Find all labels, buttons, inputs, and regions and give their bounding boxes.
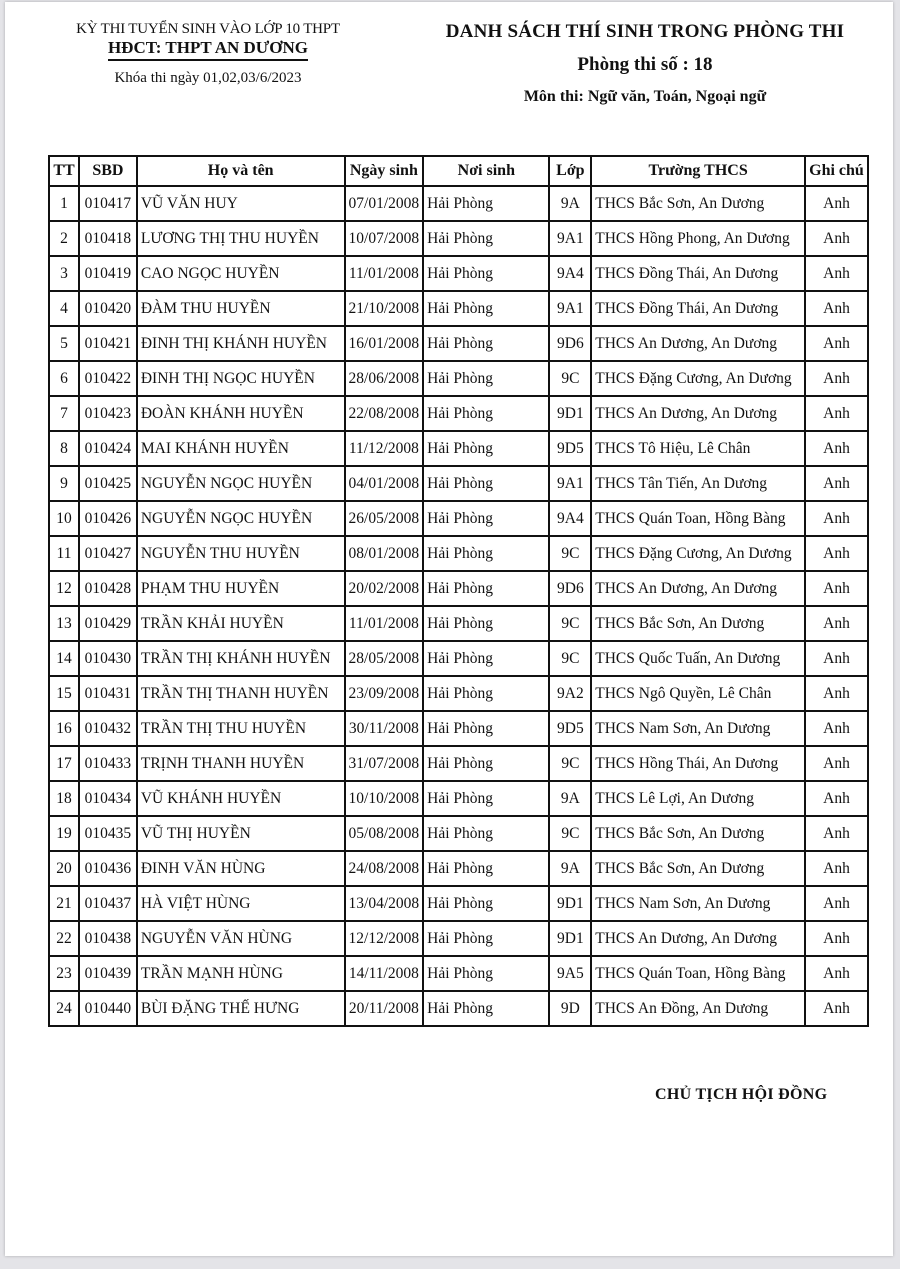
cell-tt: 16 (49, 711, 79, 746)
cell-birth-date: 20/02/2008 (345, 571, 424, 606)
document-title: DANH SÁCH THÍ SINH TRONG PHÒNG THI (445, 21, 845, 42)
cell-full-name: TRỊNH THANH HUYỀN (137, 746, 345, 781)
cell-birth-place: Hải Phòng (423, 851, 549, 886)
cell-birth-date: 31/07/2008 (345, 746, 424, 781)
cell-sbd: 010438 (79, 921, 137, 956)
cell-sbd: 010435 (79, 816, 137, 851)
table-row (49, 711, 868, 746)
column-header-birth-place: Nơi sinh (423, 156, 549, 186)
cell-note: Anh (805, 466, 868, 501)
cell-birth-place: Hải Phòng (423, 991, 549, 1026)
cell-class: 9C (549, 816, 591, 851)
cell-tt: 20 (49, 851, 79, 886)
cell-full-name: MAI KHÁNH HUYỀN (137, 431, 345, 466)
table-row (49, 536, 868, 571)
cell-note: Anh (805, 606, 868, 641)
cell-birth-date: 24/08/2008 (345, 851, 424, 886)
cell-full-name: NGUYỄN THU HUYỀN (137, 536, 345, 571)
cell-full-name: HÀ VIỆT HÙNG (137, 886, 345, 921)
cell-birth-date: 08/01/2008 (345, 536, 424, 571)
cell-note: Anh (805, 361, 868, 396)
cell-class: 9A4 (549, 501, 591, 536)
table-row (49, 746, 868, 781)
cell-birth-place: Hải Phòng (423, 501, 549, 536)
cell-sbd: 010433 (79, 746, 137, 781)
cell-birth-date: 28/06/2008 (345, 361, 424, 396)
cell-class: 9A (549, 186, 591, 221)
cell-class: 9A (549, 851, 591, 886)
cell-birth-date: 26/05/2008 (345, 501, 424, 536)
cell-school: THCS Đặng Cương, An Dương (591, 361, 805, 396)
cell-class: 9D5 (549, 711, 591, 746)
cell-class: 9C (549, 536, 591, 571)
cell-full-name: TRẦN KHẢI HUYỀN (137, 606, 345, 641)
cell-tt: 15 (49, 676, 79, 711)
cell-tt: 6 (49, 361, 79, 396)
cell-birth-place: Hải Phòng (423, 186, 549, 221)
cell-birth-date: 11/01/2008 (345, 256, 424, 291)
cell-note: Anh (805, 676, 868, 711)
column-header-tt: TT (49, 156, 79, 186)
cell-class: 9A (549, 781, 591, 816)
cell-tt: 3 (49, 256, 79, 291)
cell-class: 9D1 (549, 396, 591, 431)
table-row (49, 186, 868, 221)
cell-sbd: 010417 (79, 186, 137, 221)
signature-title: CHỦ TỊCH HỘI ĐỒNG (655, 1086, 828, 1103)
cell-birth-place: Hải Phòng (423, 746, 549, 781)
cell-note: Anh (805, 221, 868, 256)
cell-birth-date: 10/07/2008 (345, 221, 424, 256)
cell-birth-place: Hải Phòng (423, 291, 549, 326)
table-row (49, 676, 868, 711)
cell-birth-date: 22/08/2008 (345, 396, 424, 431)
cell-class: 9D1 (549, 886, 591, 921)
cell-school: THCS Quốc Tuấn, An Dương (591, 641, 805, 676)
cell-tt: 12 (49, 571, 79, 606)
cell-tt: 14 (49, 641, 79, 676)
cell-class: 9A1 (549, 466, 591, 501)
column-header-school: Trường THCS (591, 156, 805, 186)
cell-note: Anh (805, 641, 868, 676)
cell-birth-place: Hải Phòng (423, 886, 549, 921)
cell-note: Anh (805, 291, 868, 326)
cell-school: THCS An Đồng, An Dương (591, 991, 805, 1026)
cell-birth-place: Hải Phòng (423, 816, 549, 851)
table-row (49, 851, 868, 886)
table-row (49, 256, 868, 291)
cell-tt: 5 (49, 326, 79, 361)
cell-full-name: VŨ VĂN HUY (137, 186, 345, 221)
cell-full-name: NGUYỄN NGỌC HUYỀN (137, 466, 345, 501)
cell-full-name: VŨ THỊ HUYỀN (137, 816, 345, 851)
table-row (49, 571, 868, 606)
cell-birth-place: Hải Phòng (423, 256, 549, 291)
cell-full-name: ĐINH VĂN HÙNG (137, 851, 345, 886)
cell-tt: 10 (49, 501, 79, 536)
cell-school: THCS Bắc Sơn, An Dương (591, 851, 805, 886)
cell-birth-date: 10/10/2008 (345, 781, 424, 816)
cell-birth-date: 04/01/2008 (345, 466, 424, 501)
cell-birth-date: 12/12/2008 (345, 921, 424, 956)
cell-birth-place: Hải Phòng (423, 221, 549, 256)
cell-class: 9D (549, 991, 591, 1026)
column-header-sbd: SBD (79, 156, 137, 186)
cell-full-name: ĐINH THỊ NGỌC HUYỀN (137, 361, 345, 396)
cell-full-name: NGUYỄN VĂN HÙNG (137, 921, 345, 956)
cell-birth-place: Hải Phòng (423, 711, 549, 746)
cell-sbd: 010423 (79, 396, 137, 431)
cell-tt: 13 (49, 606, 79, 641)
cell-sbd: 010432 (79, 711, 137, 746)
cell-full-name: BÙI ĐẶNG THẾ HƯNG (137, 991, 345, 1026)
cell-class: 9C (549, 606, 591, 641)
cell-note: Anh (805, 256, 868, 291)
table-body (49, 186, 868, 1026)
cell-school: THCS Tô Hiệu, Lê Chân (591, 431, 805, 466)
cell-note: Anh (805, 326, 868, 361)
cell-birth-place: Hải Phòng (423, 781, 549, 816)
cell-note: Anh (805, 186, 868, 221)
cell-class: 9D6 (549, 571, 591, 606)
cell-full-name: ĐINH THỊ KHÁNH HUYỀN (137, 326, 345, 361)
cell-note: Anh (805, 956, 868, 991)
table-row (49, 641, 868, 676)
cell-tt: 23 (49, 956, 79, 991)
cell-sbd: 010419 (79, 256, 137, 291)
document-page (5, 2, 893, 1256)
table-row (49, 921, 868, 956)
exam-subjects: Môn thi: Ngữ văn, Toán, Ngoại ngữ (523, 88, 767, 105)
cell-birth-place: Hải Phòng (423, 466, 549, 501)
header-left (43, 20, 373, 87)
cell-full-name: TRẦN THỊ KHÁNH HUYỀN (137, 641, 345, 676)
cell-full-name: TRẦN THỊ THU HUYỀN (137, 711, 345, 746)
cell-full-name: CAO NGỌC HUYỀN (137, 256, 345, 291)
cell-birth-date: 11/01/2008 (345, 606, 424, 641)
cell-school: THCS Quán Toan, Hồng Bàng (591, 956, 805, 991)
cell-note: Anh (805, 816, 868, 851)
header-right (405, 20, 885, 107)
cell-school: THCS Nam Sơn, An Dương (591, 886, 805, 921)
cell-school: THCS Đồng Thái, An Dương (591, 291, 805, 326)
cell-full-name: NGUYỄN NGỌC HUYỀN (137, 501, 345, 536)
cell-birth-date: 20/11/2008 (345, 991, 424, 1026)
table-row (49, 221, 868, 256)
cell-tt: 9 (49, 466, 79, 501)
cell-sbd: 010425 (79, 466, 137, 501)
cell-note: Anh (805, 921, 868, 956)
cell-note: Anh (805, 536, 868, 571)
cell-sbd: 010439 (79, 956, 137, 991)
table-row (49, 816, 868, 851)
cell-sbd: 010427 (79, 536, 137, 571)
cell-birth-place: Hải Phòng (423, 396, 549, 431)
table-header-row (49, 156, 868, 186)
cell-tt: 21 (49, 886, 79, 921)
cell-school: THCS Tân Tiến, An Dương (591, 466, 805, 501)
cell-birth-place: Hải Phòng (423, 676, 549, 711)
table-row (49, 501, 868, 536)
cell-school: THCS Đặng Cương, An Dương (591, 536, 805, 571)
cell-note: Anh (805, 886, 868, 921)
cell-tt: 7 (49, 396, 79, 431)
cell-birth-date: 28/05/2008 (345, 641, 424, 676)
cell-school: THCS Nam Sơn, An Dương (591, 711, 805, 746)
cell-sbd: 010418 (79, 221, 137, 256)
column-header-full-name: Họ và tên (137, 156, 345, 186)
column-header-class: Lớp (549, 156, 591, 186)
table-row (49, 326, 868, 361)
cell-sbd: 010421 (79, 326, 137, 361)
cell-birth-date: 05/08/2008 (345, 816, 424, 851)
cell-birth-place: Hải Phòng (423, 956, 549, 991)
cell-note: Anh (805, 501, 868, 536)
cell-note: Anh (805, 431, 868, 466)
exam-name: KỲ THI TUYỂN SINH VÀO LỚP 10 THPT (76, 21, 340, 37)
cell-note: Anh (805, 991, 868, 1026)
cell-sbd: 010436 (79, 851, 137, 886)
table-row (49, 431, 868, 466)
cell-class: 9C (549, 746, 591, 781)
cell-sbd: 010422 (79, 361, 137, 396)
cell-birth-place: Hải Phòng (423, 571, 549, 606)
cell-class: 9A4 (549, 256, 591, 291)
cell-class: 9D1 (549, 921, 591, 956)
cell-birth-place: Hải Phòng (423, 641, 549, 676)
cell-school: THCS Bắc Sơn, An Dương (591, 816, 805, 851)
cell-class: 9A2 (549, 676, 591, 711)
cell-tt: 8 (49, 431, 79, 466)
cell-school: THCS Hồng Thái, An Dương (591, 746, 805, 781)
cell-note: Anh (805, 781, 868, 816)
cell-birth-place: Hải Phòng (423, 536, 549, 571)
cell-class: 9A5 (549, 956, 591, 991)
cell-school: THCS Bắc Sơn, An Dương (591, 606, 805, 641)
cell-class: 9D6 (549, 326, 591, 361)
cell-birth-place: Hải Phòng (423, 361, 549, 396)
cell-sbd: 010434 (79, 781, 137, 816)
cell-full-name: ĐOÀN KHÁNH HUYỀN (137, 396, 345, 431)
room-number: Phòng thi số : 18 (577, 54, 713, 75)
column-header-birth-date: Ngày sinh (345, 156, 424, 186)
cell-sbd: 010430 (79, 641, 137, 676)
cell-note: Anh (805, 746, 868, 781)
cell-class: 9D5 (549, 431, 591, 466)
cell-sbd: 010440 (79, 991, 137, 1026)
cell-full-name: PHẠM THU HUYỀN (137, 571, 345, 606)
cell-school: THCS Hồng Phong, An Dương (591, 221, 805, 256)
cell-school: THCS Quán Toan, Hồng Bàng (591, 501, 805, 536)
cell-tt: 17 (49, 746, 79, 781)
cell-birth-place: Hải Phòng (423, 606, 549, 641)
cell-note: Anh (805, 851, 868, 886)
cell-note: Anh (805, 571, 868, 606)
cell-sbd: 010424 (79, 431, 137, 466)
cell-class: 9C (549, 361, 591, 396)
table-row (49, 396, 868, 431)
table-row (49, 991, 868, 1026)
candidate-table (48, 155, 869, 1027)
cell-tt: 1 (49, 186, 79, 221)
cell-birth-date: 11/12/2008 (345, 431, 424, 466)
cell-tt: 2 (49, 221, 79, 256)
cell-sbd: 010437 (79, 886, 137, 921)
cell-class: 9A1 (549, 221, 591, 256)
cell-birth-place: Hải Phòng (423, 326, 549, 361)
exam-dates: Khóa thi ngày 01,02,03/6/2023 (114, 70, 302, 86)
table-row (49, 466, 868, 501)
cell-birth-date: 14/11/2008 (345, 956, 424, 991)
table-row (49, 361, 868, 396)
cell-school: THCS An Dương, An Dương (591, 921, 805, 956)
cell-tt: 19 (49, 816, 79, 851)
cell-birth-date: 13/04/2008 (345, 886, 424, 921)
cell-tt: 22 (49, 921, 79, 956)
cell-birth-date: 30/11/2008 (345, 711, 424, 746)
cell-school: THCS Ngô Quyền, Lê Chân (591, 676, 805, 711)
table-row (49, 606, 868, 641)
cell-sbd: 010420 (79, 291, 137, 326)
cell-sbd: 010428 (79, 571, 137, 606)
cell-sbd: 010429 (79, 606, 137, 641)
council-name: HĐCT: THPT AN DƯƠNG (108, 38, 308, 61)
cell-birth-place: Hải Phòng (423, 431, 549, 466)
cell-school: THCS An Dương, An Dương (591, 326, 805, 361)
cell-birth-date: 16/01/2008 (345, 326, 424, 361)
cell-full-name: TRẦN THỊ THANH HUYỀN (137, 676, 345, 711)
cell-class: 9C (549, 641, 591, 676)
cell-birth-date: 07/01/2008 (345, 186, 424, 221)
cell-note: Anh (805, 396, 868, 431)
table-row (49, 956, 868, 991)
cell-birth-date: 23/09/2008 (345, 676, 424, 711)
table-row (49, 781, 868, 816)
cell-school: THCS An Dương, An Dương (591, 571, 805, 606)
cell-school: THCS Lê Lợi, An Dương (591, 781, 805, 816)
cell-school: THCS Bắc Sơn, An Dương (591, 186, 805, 221)
cell-full-name: TRẦN MẠNH HÙNG (137, 956, 345, 991)
column-header-note: Ghi chú (805, 156, 868, 186)
cell-class: 9A1 (549, 291, 591, 326)
cell-birth-place: Hải Phòng (423, 921, 549, 956)
cell-sbd: 010426 (79, 501, 137, 536)
cell-tt: 11 (49, 536, 79, 571)
cell-sbd: 010431 (79, 676, 137, 711)
cell-school: THCS Đồng Thái, An Dương (591, 256, 805, 291)
cell-tt: 4 (49, 291, 79, 326)
cell-full-name: VŨ KHÁNH HUYỀN (137, 781, 345, 816)
cell-birth-date: 21/10/2008 (345, 291, 424, 326)
cell-note: Anh (805, 711, 868, 746)
table-row (49, 886, 868, 921)
cell-full-name: ĐÀM THU HUYỀN (137, 291, 345, 326)
cell-tt: 24 (49, 991, 79, 1026)
cell-school: THCS An Dương, An Dương (591, 396, 805, 431)
cell-full-name: LƯƠNG THỊ THU HUYỀN (137, 221, 345, 256)
cell-tt: 18 (49, 781, 79, 816)
table-row (49, 291, 868, 326)
